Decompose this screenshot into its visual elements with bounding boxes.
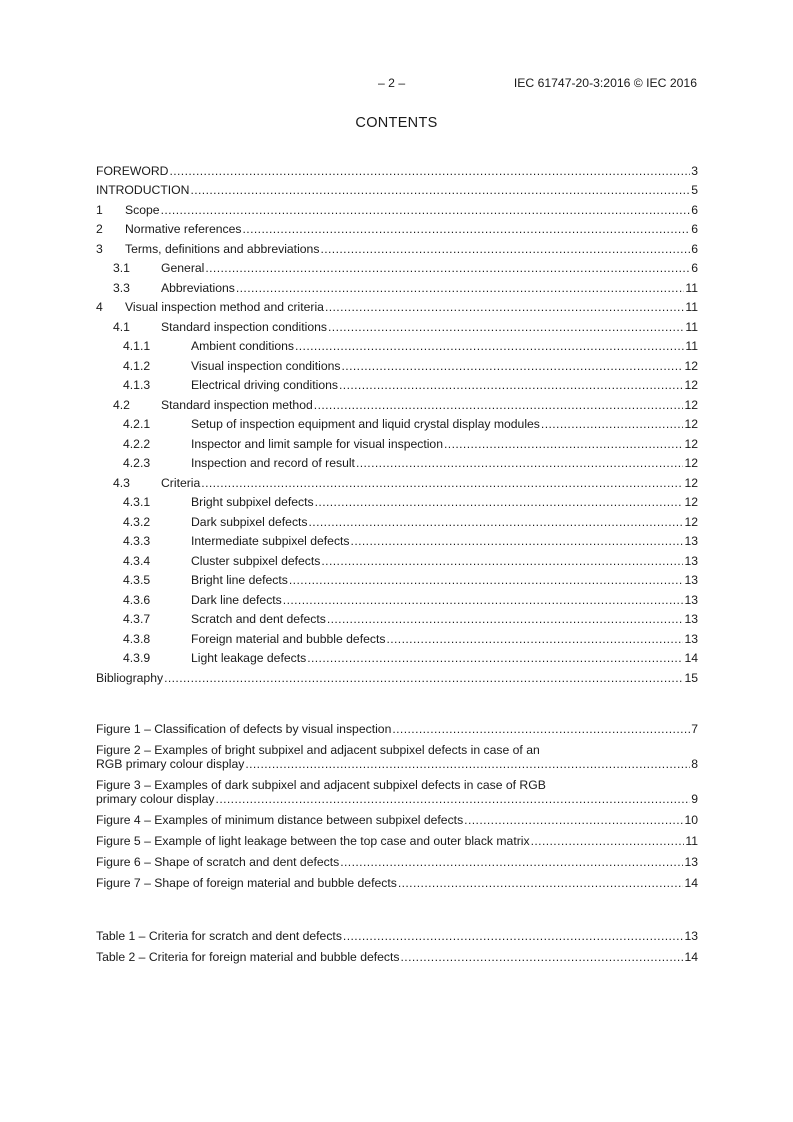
leader-dots — [386, 632, 683, 646]
entry-label: Bibliography — [96, 670, 164, 685]
section-number: 4.3.6 — [123, 592, 151, 607]
page-ref: 11 — [685, 339, 698, 353]
section-number: 4.3.9 — [123, 651, 151, 665]
page-ref: 6 — [691, 241, 698, 256]
page-ref: 6 — [691, 261, 698, 275]
figure-entry[interactable] — [96, 876, 698, 890]
leader-dots — [321, 554, 683, 568]
figure-item — [96, 855, 698, 869]
list-of-figures — [96, 722, 698, 897]
page-ref: 3 — [691, 163, 698, 178]
entry-label: General — [161, 261, 205, 275]
entry-label: Standard inspection method — [161, 397, 313, 412]
entry-label: Abbreviations — [161, 280, 235, 295]
page-ref: 14 — [684, 950, 698, 964]
table-item — [96, 929, 698, 943]
entry-label: Scope — [125, 202, 160, 217]
toc-entry[interactable] — [96, 178, 698, 198]
toc-entry[interactable] — [96, 275, 698, 295]
page-ref: 12 — [684, 436, 698, 451]
entry-label: Bright subpixel defects — [191, 495, 314, 509]
section-number: 4.3.5 — [123, 573, 151, 587]
leader-dots — [356, 456, 683, 470]
toc-entry[interactable] — [96, 626, 698, 646]
figure-item — [96, 778, 698, 806]
section-number: 4.1 — [113, 319, 130, 334]
leader-dots — [216, 792, 691, 806]
leader-dots — [343, 929, 684, 943]
toc-entry[interactable] — [96, 197, 698, 217]
figure-item — [96, 834, 698, 848]
page-ref: 12 — [684, 456, 698, 470]
toc-entry[interactable] — [96, 392, 698, 412]
leader-dots — [541, 417, 684, 431]
entry-label: Figure 1 – Classification of defects by visual inspection — [96, 722, 392, 736]
page-ref: 11 — [685, 319, 698, 334]
leader-dots — [339, 378, 683, 392]
toc-entry[interactable] — [96, 158, 698, 178]
entry-label: Inspector and limit sample for visual inspection — [191, 436, 443, 451]
leader-dots — [351, 534, 684, 548]
page-ref: 12 — [684, 514, 698, 529]
toc-entry[interactable] — [96, 568, 698, 588]
leader-dots — [314, 398, 684, 412]
leader-dots — [307, 651, 683, 665]
page-header — [0, 76, 793, 94]
page-ref: 13 — [684, 631, 698, 646]
toc-entry[interactable] — [96, 509, 698, 529]
toc-entry[interactable] — [96, 431, 698, 451]
section-number: 2 — [96, 222, 103, 236]
page-ref: 9 — [691, 792, 698, 806]
page-ref: 13 — [684, 573, 698, 587]
leader-dots — [315, 495, 684, 509]
section-number: 4.3.7 — [123, 612, 151, 626]
page-title: CONTENTS — [355, 115, 438, 131]
section-number: 1 — [96, 202, 103, 217]
toc-entry[interactable] — [96, 373, 698, 393]
table-entry[interactable] — [96, 929, 698, 943]
leader-dots — [398, 876, 684, 890]
figure-entry[interactable] — [96, 813, 698, 827]
section-number: 4.3.2 — [123, 514, 151, 529]
figure-item — [96, 876, 698, 890]
toc-entry[interactable] — [96, 490, 698, 510]
toc-entry[interactable] — [96, 412, 698, 432]
leader-dots — [295, 339, 684, 353]
page-ref: 10 — [684, 813, 698, 827]
toc-entry[interactable] — [96, 548, 698, 568]
leader-dots — [342, 359, 684, 373]
entry-label: primary colour display — [96, 792, 215, 806]
leader-dots — [283, 593, 684, 607]
section-number: 4 — [96, 300, 103, 314]
toc-entry[interactable] — [96, 256, 698, 276]
leader-dots — [444, 437, 683, 451]
page-ref: 13 — [684, 612, 698, 626]
leader-dots — [340, 855, 683, 869]
entry-label: Dark line defects — [191, 592, 282, 607]
toc-entry[interactable] — [96, 587, 698, 607]
entry-label: Setup of inspection equipment and liquid crystal display modules — [191, 417, 540, 431]
toc-entry[interactable] — [96, 217, 698, 237]
toc-entry[interactable] — [96, 646, 698, 666]
toc-entry[interactable] — [96, 295, 698, 315]
page-ref: 8 — [691, 757, 698, 771]
figure-entry[interactable] — [96, 834, 698, 848]
section-number: 3.1 — [113, 261, 130, 275]
section-number: 4.1.1 — [123, 339, 151, 353]
page-ref: 6 — [691, 222, 698, 236]
table-of-contents — [96, 158, 698, 685]
entry-label: Ambient conditions — [191, 339, 294, 353]
entry-label: Light leakage defects — [191, 651, 307, 665]
entry-label: Foreign material and bubble defects — [191, 631, 386, 646]
page-number: – 2 – — [378, 76, 406, 90]
leader-dots — [190, 183, 690, 197]
entry-label: Table 2 – Criteria for foreign material and bubble defects — [96, 950, 400, 964]
section-number: 4.3.8 — [123, 631, 151, 646]
section-number: 4.3 — [113, 475, 130, 490]
page-ref: 11 — [685, 280, 698, 295]
section-number: 4.1.2 — [123, 358, 151, 373]
section-number: 4.3.1 — [123, 495, 151, 509]
page-ref: 12 — [684, 378, 698, 392]
document-id: IEC 61747-20-3:2016 © IEC 2016 — [513, 76, 697, 90]
leader-dots — [309, 515, 684, 529]
leader-dots — [205, 261, 690, 275]
entry-label: Figure 4 – Examples of minimum distance between subpixel defects — [96, 813, 464, 827]
table-entry[interactable] — [96, 950, 698, 964]
entry-label: RGB primary colour display — [96, 757, 245, 771]
leader-dots — [161, 203, 691, 217]
page-ref: 14 — [684, 876, 698, 890]
leader-dots — [464, 813, 683, 827]
section-number: 4.2.2 — [123, 436, 151, 451]
page-ref: 13 — [684, 592, 698, 607]
figure-item — [96, 813, 698, 827]
leader-dots — [325, 300, 684, 314]
leader-dots — [328, 320, 684, 334]
section-number: 3 — [96, 241, 103, 256]
page-ref: 12 — [684, 475, 698, 490]
table-item — [96, 950, 698, 964]
page-ref: 14 — [684, 651, 698, 665]
entry-label: Cluster subpixel defects — [191, 553, 321, 568]
entry-label: Inspection and record of result — [191, 456, 355, 470]
page-ref: 7 — [691, 722, 698, 736]
figure-caption-line: Figure 3 – Examples of dark subpixel and adjacent subpixel defects in case of RGB — [96, 778, 546, 792]
entry-label: Figure 7 – Shape of foreign material and bubble defects — [96, 876, 397, 890]
entry-label: Bright line defects — [191, 573, 288, 587]
section-number: 4.2.1 — [123, 417, 151, 431]
entry-label: Dark subpixel defects — [191, 514, 308, 529]
leader-dots — [243, 222, 691, 236]
page-ref: 13 — [684, 855, 698, 869]
entry-label: INTRODUCTION — [96, 183, 190, 197]
toc-entry[interactable] — [96, 529, 698, 549]
page-ref: 12 — [684, 495, 698, 509]
page-ref: 12 — [684, 397, 698, 412]
entry-label: Scratch and dent defects — [191, 612, 326, 626]
entry-label: Figure 6 – Shape of scratch and dent defects — [96, 855, 340, 869]
entry-label: FOREWORD — [96, 163, 169, 178]
page-ref: 13 — [684, 553, 698, 568]
page-ref: 13 — [684, 534, 698, 548]
toc-entry[interactable] — [96, 334, 698, 354]
toc-entry[interactable] — [96, 314, 698, 334]
leader-dots — [289, 573, 684, 587]
section-number: 3.3 — [113, 280, 130, 295]
page-ref: 12 — [684, 358, 698, 373]
entry-label: Terms, definitions and abbreviations — [125, 241, 320, 256]
entry-label: Standard inspection conditions — [161, 319, 327, 334]
leader-dots — [401, 950, 684, 964]
toc-entry[interactable] — [96, 470, 698, 490]
toc-entry[interactable] — [96, 451, 698, 471]
entry-label: Intermediate subpixel defects — [191, 534, 350, 548]
page-ref: 12 — [684, 417, 698, 431]
leader-dots — [531, 834, 685, 848]
entry-label: Visual inspection conditions — [191, 358, 341, 373]
entry-label: Electrical driving conditions — [191, 378, 338, 392]
section-number: 4.2 — [113, 397, 130, 412]
entry-label: Table 1 – Criteria for scratch and dent defects — [96, 929, 342, 943]
figure-entry[interactable] — [96, 757, 698, 771]
leader-dots — [392, 722, 690, 736]
list-of-tables — [96, 929, 698, 971]
page-ref: 15 — [684, 670, 698, 685]
figure-entry[interactable] — [96, 722, 698, 736]
entry-label: Visual inspection method and criteria — [125, 300, 324, 314]
page-ref: 13 — [684, 929, 698, 943]
page-ref: 5 — [691, 183, 698, 197]
toc-entry[interactable] — [96, 665, 698, 685]
section-number: 4.2.3 — [123, 456, 151, 470]
section-number: 4.3.3 — [123, 534, 151, 548]
entry-label: Figure 5 – Example of light leakage between the top case and outer black matrix — [96, 834, 530, 848]
entry-label: Normative references — [125, 222, 242, 236]
page-ref: 11 — [685, 300, 698, 314]
toc-entry[interactable] — [96, 607, 698, 627]
page-ref: 11 — [685, 834, 698, 848]
toc-entry[interactable] — [96, 236, 698, 256]
figure-caption-line: Figure 2 – Examples of bright subpixel and adjacent subpixel defects in case of an — [96, 743, 540, 757]
leader-dots — [164, 671, 683, 685]
figure-item — [96, 722, 698, 736]
leader-dots — [236, 281, 684, 295]
leader-dots — [169, 164, 690, 178]
leader-dots — [320, 242, 690, 256]
figure-entry[interactable] — [96, 792, 698, 806]
leader-dots — [327, 612, 684, 626]
section-number: 4.1.3 — [123, 378, 151, 392]
leader-dots — [245, 757, 690, 771]
figure-entry[interactable] — [96, 855, 698, 869]
figure-item — [96, 743, 698, 771]
entry-label: Criteria — [161, 475, 201, 490]
section-number: 4.3.4 — [123, 553, 151, 568]
page-ref: 6 — [691, 202, 698, 217]
toc-entry[interactable] — [96, 353, 698, 373]
leader-dots — [201, 476, 683, 490]
